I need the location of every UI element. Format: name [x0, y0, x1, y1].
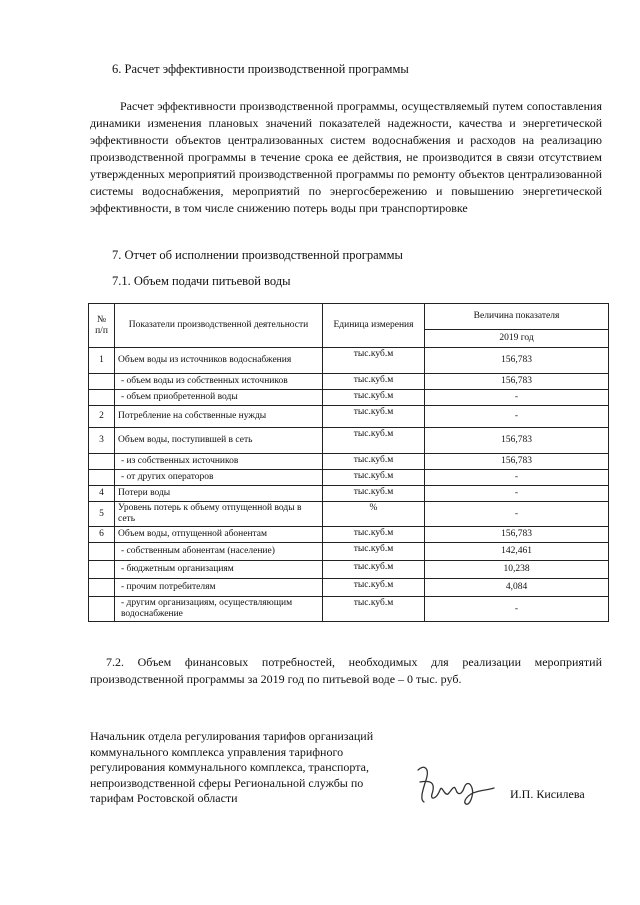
row-num [89, 390, 115, 406]
header-indicator: Показатели производственной деятельности [115, 304, 323, 348]
row-unit: тыс.куб.м [323, 428, 425, 454]
row-value: - [425, 470, 609, 486]
row-indicator: - прочим потребителям [115, 579, 323, 597]
row-indicator: - от других операторов [115, 470, 323, 486]
header-value: Величина показателя [425, 304, 609, 330]
table-row [89, 597, 609, 622]
row-indicator: Потери воды [115, 486, 323, 502]
row-num [89, 579, 115, 597]
row-num: 2 [89, 406, 115, 428]
row-unit: тыс.куб.м [323, 390, 425, 406]
row-unit: тыс.куб.м [323, 470, 425, 486]
row-value: - [425, 486, 609, 502]
row-unit: тыс.куб.м [323, 579, 425, 597]
water-supply-table [88, 303, 609, 622]
row-value: 156,783 [425, 348, 609, 374]
table-row [89, 470, 609, 486]
header-unit: Единица измерения [323, 304, 425, 348]
row-num: 6 [89, 527, 115, 543]
row-value: 156,783 [425, 527, 609, 543]
row-indicator: - собственным абонентам (население) [115, 543, 323, 561]
row-unit: тыс.куб.м [323, 406, 425, 428]
section71-heading: 7.1. Объем подачи питьевой воды [112, 274, 291, 288]
row-value: 10,238 [425, 561, 609, 579]
table-row [89, 486, 609, 502]
row-value: 4,084 [425, 579, 609, 597]
row-indicator: Объем воды, отпущенной абонентам [115, 527, 323, 543]
table-row [89, 561, 609, 579]
signatory-position: Начальник отдела регулирования тарифов организаций коммунального комплекса управления тарифного регулирования коммунального комплекса, транспорта, непроизводственной сферы Региональной службы по тарифам Ростовской области [90, 729, 374, 805]
row-num [89, 454, 115, 470]
section6-heading: 6. Расчет эффективности производственной программы [112, 62, 409, 76]
row-value: - [425, 597, 609, 622]
row-value: - [425, 502, 609, 527]
row-indicator: - из собственных источников [115, 454, 323, 470]
row-indicator: Объем воды, поступившей в сеть [115, 428, 323, 454]
table-row [89, 428, 609, 454]
row-indicator: - бюджетным организациям [115, 561, 323, 579]
table-header-row [89, 304, 609, 330]
handwritten-signature [410, 760, 500, 810]
row-value: 156,783 [425, 428, 609, 454]
row-unit: тыс.куб.м [323, 561, 425, 579]
row-indicator: - объем приобретенной воды [115, 390, 323, 406]
table-row [89, 374, 609, 390]
row-indicator: - другим организациям, осуществляющим водоснабжение [115, 597, 323, 622]
row-num [89, 561, 115, 579]
row-num [89, 374, 115, 390]
row-value: - [425, 390, 609, 406]
row-unit: % [323, 502, 425, 527]
header-num: № п/п [89, 304, 115, 348]
row-indicator: Объем воды из источников водоснабжения [115, 348, 323, 374]
table-row [89, 406, 609, 428]
row-indicator: Потребление на собственные нужды [115, 406, 323, 428]
row-num [89, 597, 115, 622]
table-row [89, 390, 609, 406]
row-value: 142,461 [425, 543, 609, 561]
row-value: 156,783 [425, 454, 609, 470]
section6-paragraph: Расчет эффективности производственной программы, осуществляемый путем сопоставления динамики изменения плановых значений показателей надежности, качества и энергетической эффективности объектов централизованных систем водоснабжения и расходов на реализацию производственной программы в течение срока ее действия, не производится в связи отсутствием утвержденных мероприятий производственной программы по ремонту объектов централизованной системы водоснабжения, мероприятий по энергосбережению и повышению энергетической эффективности, в том числе снижению потерь воды при транспортировке [90, 99, 602, 215]
row-value: - [425, 406, 609, 428]
table-row [89, 502, 609, 527]
row-indicator: Уровень потерь к объему отпущенной воды в сеть [115, 502, 323, 527]
table-row [89, 579, 609, 597]
section7-heading: 7. Отчет об исполнении производственной программы [112, 248, 403, 262]
row-unit: тыс.куб.м [323, 486, 425, 502]
table-row [89, 454, 609, 470]
row-unit: тыс.куб.м [323, 527, 425, 543]
row-num: 3 [89, 428, 115, 454]
row-unit: тыс.куб.м [323, 374, 425, 390]
row-unit: тыс.куб.м [323, 454, 425, 470]
table-row [89, 348, 609, 374]
row-unit: тыс.куб.м [323, 543, 425, 561]
row-num: 5 [89, 502, 115, 527]
row-num [89, 470, 115, 486]
row-num: 1 [89, 348, 115, 374]
header-year: 2019 год [425, 330, 609, 348]
section72-paragraph: 7.2. Объем финансовых потребностей, необходимых для реализации мероприятий производственной программы за 2019 год по питьевой воде – 0 тыс. руб. [90, 655, 602, 686]
row-num [89, 543, 115, 561]
row-indicator: - объем воды из собственных источников [115, 374, 323, 390]
row-unit: тыс.куб.м [323, 597, 425, 622]
table-row [89, 527, 609, 543]
row-unit: тыс.куб.м [323, 348, 425, 374]
table-row [89, 543, 609, 561]
row-num: 4 [89, 486, 115, 502]
signatory-name: И.П. Кисилева [510, 787, 585, 801]
row-value: 156,783 [425, 374, 609, 390]
